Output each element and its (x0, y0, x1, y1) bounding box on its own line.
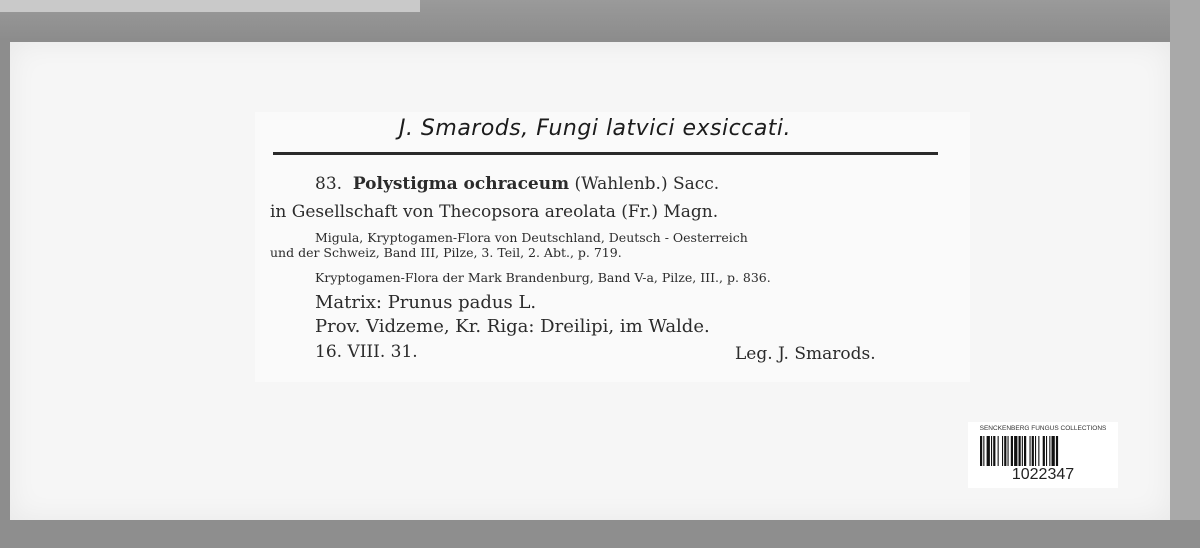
barcode-bars (980, 436, 1106, 466)
label-title: J. Smarods, Fungi latvici exsiccati. (398, 116, 792, 141)
collector-line: Leg. J. Smarods. (735, 344, 876, 364)
background-top-strip (0, 0, 1200, 40)
background-right-edge (1170, 0, 1200, 548)
barcode-label (968, 422, 1118, 488)
barcode-header: SENCKENBERG FUNGUS COLLECTIONS (979, 425, 1107, 432)
specimen-label (255, 112, 970, 382)
background-bottom-strip (0, 520, 1200, 548)
title-rule (273, 152, 938, 155)
locality-line: Prov. Vidzeme, Kr. Riga: Dreilipi, im Walde. (315, 316, 710, 337)
barcode-number: 1022347 (1011, 466, 1075, 483)
matrix-line: Matrix: Prunus padus L. (315, 292, 537, 313)
species-authority: (Wahlenb.) Sacc. (574, 174, 720, 194)
species-name: Polystigma ochraceum (352, 174, 570, 194)
background-light-patch (0, 0, 420, 12)
reference-line-2: und der Schweiz, Band III, Pilze, 3. Teil, 2. Abt., p. 719. (270, 245, 622, 260)
reference-line-1: Migula, Kryptogamen-Flora von Deutschland, Deutsch - Oesterreich (315, 230, 748, 245)
specimen-name-line (315, 174, 719, 194)
specimen-number: 83. (315, 174, 343, 194)
collection-date: 16. VIII. 31. (315, 342, 418, 362)
association-line: in Gesellschaft von Thecopsora areolata (Fr.) Magn. (270, 202, 719, 222)
reference-line-3: Kryptogamen-Flora der Mark Brandenburg, Band V-a, Pilze, III., p. 836. (315, 270, 771, 285)
